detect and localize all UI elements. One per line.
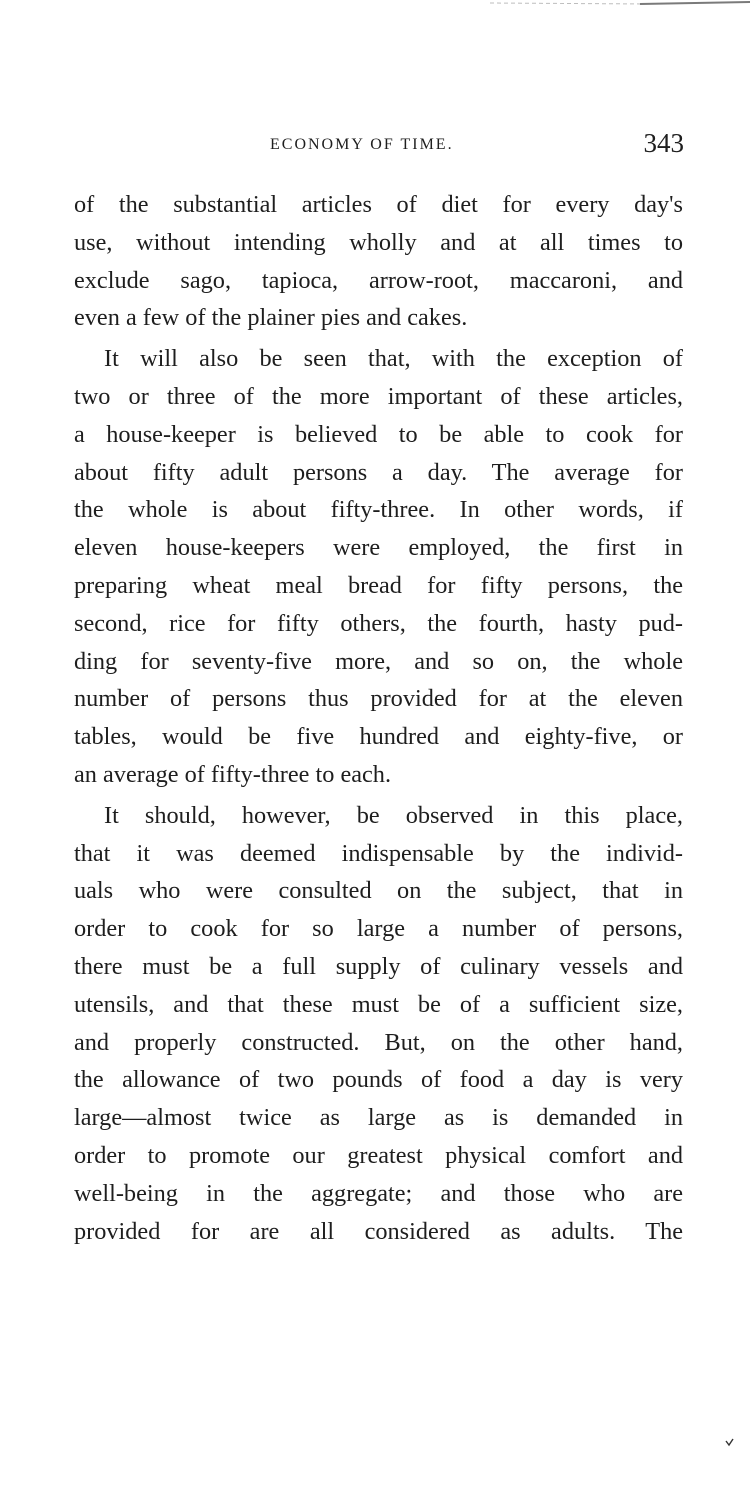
text-line: even a few of the plainer pies and cakes. <box>74 304 468 332</box>
text-line: order to cook for so large a number of persons, <box>74 915 683 943</box>
page-header <box>74 128 684 168</box>
body-text <box>74 186 683 1250</box>
text-line: about fifty adult persons a day. The average for <box>74 458 683 486</box>
text-line: two or three of the more important of these articles, <box>74 382 683 410</box>
text-line: use, without intending wholly and at all times to <box>74 228 683 256</box>
text-line: there must be a full supply of culinary vessels and <box>74 952 683 980</box>
paragraph-2 <box>74 340 683 794</box>
text-line: order to promote our greatest physical comfort and <box>74 1141 683 1169</box>
paragraph-1 <box>74 186 683 337</box>
text-line: number of persons thus provided for at the eleven <box>74 685 683 713</box>
text-line: a house-keeper is believed to be able to cook for <box>74 420 683 448</box>
text-line: eleven house-keepers were employed, the first in <box>74 534 683 562</box>
tick-mark-icon <box>724 1436 736 1448</box>
running-title: ECONOMY OF TIME. <box>270 136 454 153</box>
text-line: utensils, and that these must be of a sufficient size, <box>74 990 683 1018</box>
text-line: large—almost twice as large as is demanded in <box>74 1104 683 1132</box>
text-line: second, rice for fifty others, the fourth, hasty pud- <box>74 609 683 637</box>
text-line: tables, would be five hundred and eighty-five, or <box>74 723 683 751</box>
text-line: It should, however, be observed in this place, <box>104 801 683 829</box>
paragraph-3 <box>74 797 683 1251</box>
text-line: of the substantial articles of diet for every day's <box>74 191 683 218</box>
text-line: preparing wheat meal bread for fifty persons, the <box>74 571 683 599</box>
text-line: that it was deemed indispensable by the individ- <box>74 839 683 867</box>
text-line: well-being in the aggregate; and those who are <box>74 1179 683 1207</box>
text-line: provided for are all considered as adults. The <box>74 1217 683 1245</box>
text-line: the whole is about fifty-three. In other words, if <box>74 496 683 524</box>
text-line: ding for seventy-five more, and so on, the whole <box>74 647 683 675</box>
text-line: uals who were consulted on the subject, that in <box>74 877 683 905</box>
text-line: the allowance of two pounds of food a day is very <box>74 1066 683 1094</box>
text-line: It will also be seen that, with the exception of <box>104 345 683 373</box>
page-number: 343 <box>643 128 684 158</box>
text-line: exclude sago, tapioca, arrow-root, maccaroni, and <box>74 266 683 294</box>
text-line: and properly constructed. But, on the other hand, <box>74 1028 683 1056</box>
text-line: an average of fifty-three to each. <box>74 760 392 788</box>
scan-edge-mark <box>490 0 750 10</box>
